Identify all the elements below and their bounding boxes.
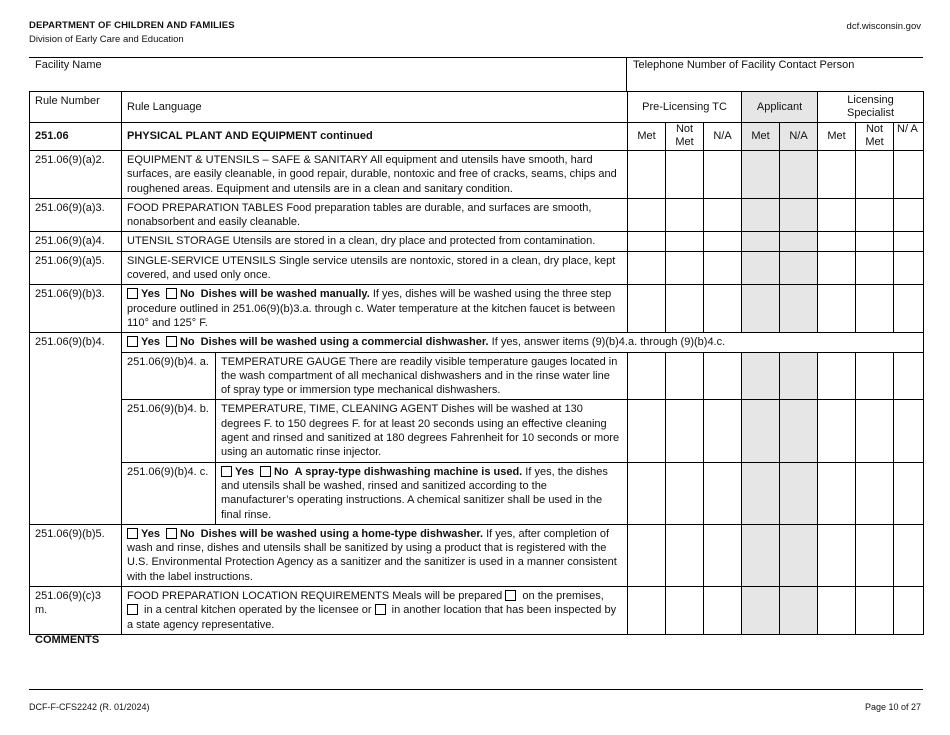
no-checkbox[interactable] <box>260 466 271 477</box>
checklist-table <box>29 91 924 635</box>
ls-na-cell[interactable] <box>894 151 924 199</box>
pre-not-met-cell[interactable] <box>666 198 704 232</box>
rule-text-bold: Dishes will be washed using a commercial dishwasher. <box>200 336 489 349</box>
rule-text: FOOD PREPARATION TABLES Food preparation tables are durable, and surfaces are smooth, nonabsorbent and easily cleanable. <box>122 198 628 232</box>
ls-not-met-cell[interactable] <box>856 462 894 524</box>
ls-not-met-cell[interactable] <box>856 151 894 199</box>
ls-met-cell[interactable] <box>818 251 856 285</box>
premises-checkbox[interactable] <box>505 590 516 601</box>
rule-language-header: Rule Language <box>122 92 628 123</box>
ls-not-met-cell[interactable] <box>856 285 894 333</box>
app-met-cell[interactable] <box>742 285 780 333</box>
app-na-cell[interactable] <box>780 400 818 462</box>
ls-met-cell[interactable] <box>818 400 856 462</box>
ls-na-cell[interactable] <box>894 400 924 462</box>
pre-not-met-cell[interactable] <box>666 285 704 333</box>
pre-not-met-cell[interactable] <box>666 232 704 251</box>
rule-number: 251.06(9)(b)4. <box>30 333 122 525</box>
ls-not-met-cell[interactable] <box>856 251 894 285</box>
pre-met-cell[interactable] <box>628 198 666 232</box>
yes-label: Yes <box>235 465 254 478</box>
na-header: N/A <box>704 123 742 151</box>
ls-met-cell[interactable] <box>818 462 856 524</box>
pre-licensing-header: Pre-Licensing TC <box>628 92 742 123</box>
division-name: Division of Early Care and Education <box>29 34 184 45</box>
pre-not-met-cell[interactable] <box>666 400 704 462</box>
ls-not-met-cell[interactable] <box>856 524 894 586</box>
ls-na-cell[interactable] <box>894 232 924 251</box>
pre-na-cell[interactable] <box>704 587 742 635</box>
rule-text-body: If yes, the dishes and utensils shall be washed, rinsed and sanitized according to the manufacturer’s operating instructions. A chemical sanitizer shall be used in the final rinse. <box>221 465 608 521</box>
pre-met-cell[interactable] <box>628 251 666 285</box>
rule-number: 251.06(9)(a)2. <box>30 151 122 199</box>
rule-text-body: FOOD PREPARATION LOCATION REQUIREMENTS Meals will be prepared <box>127 590 503 603</box>
rule-text-bold: Dishes will be washed manually. <box>200 288 370 301</box>
yes-checkbox[interactable] <box>221 466 232 477</box>
app-met-cell[interactable] <box>742 198 780 232</box>
pre-not-met-cell[interactable] <box>666 587 704 635</box>
yes-label: Yes <box>141 288 160 301</box>
rule-text: EQUIPMENT & UTENSILS – SAFE & SANITARY All equipment and utensils have smooth, hard surfaces, are easily cleanable, in good repair, durable, nontoxic and free of cracks, seams, chips and roughened areas. Equipment and utensils are in a clean and sanitary condition. <box>122 151 628 199</box>
na-header: N/A <box>780 123 818 151</box>
app-met-cell[interactable] <box>742 232 780 251</box>
ls-na-cell[interactable] <box>894 198 924 232</box>
table-row <box>30 151 924 199</box>
footer-divider <box>29 689 923 690</box>
form-id: DCF-F-CFS2242 (R. 01/2024) <box>29 702 150 712</box>
no-label: No <box>179 527 195 540</box>
page-header <box>29 20 235 45</box>
rule-text: SINGLE-SERVICE UTENSILS Single service utensils are nontoxic, stored in a clean, dry place, kept covered, and used only once. <box>122 251 628 285</box>
table-row <box>30 232 924 251</box>
ls-met-cell[interactable] <box>818 151 856 199</box>
app-na-cell[interactable] <box>780 251 818 285</box>
sub-rule-number: 251.06(9)(b)4. a. <box>122 352 216 400</box>
section-number: 251.06 <box>30 123 122 151</box>
table-row <box>30 198 924 232</box>
app-met-cell[interactable] <box>742 524 780 586</box>
rule-text-body: If yes, answer items (9)(b)4.a. through (9)(b)4.c. <box>488 336 726 349</box>
met-header: Met <box>628 123 666 151</box>
table-subheader-row <box>30 123 924 151</box>
app-na-cell[interactable] <box>780 151 818 199</box>
website-link[interactable]: dcf.wisconsin.gov <box>846 21 921 32</box>
app-na-cell[interactable] <box>780 352 818 400</box>
app-met-cell[interactable] <box>742 587 780 635</box>
rule-text <box>122 524 628 586</box>
pre-na-cell[interactable] <box>704 251 742 285</box>
ls-met-cell[interactable] <box>818 524 856 586</box>
pre-na-cell[interactable] <box>704 462 742 524</box>
pre-not-met-cell[interactable] <box>666 462 704 524</box>
other-location-checkbox[interactable] <box>375 604 386 615</box>
rule-number-header: Rule Number <box>30 92 122 123</box>
rule-number: 251.06(9)(a)5. <box>30 251 122 285</box>
ls-not-met-cell[interactable] <box>856 198 894 232</box>
pre-met-cell[interactable] <box>628 285 666 333</box>
no-checkbox[interactable] <box>166 288 177 299</box>
app-na-cell[interactable] <box>780 198 818 232</box>
ls-not-met-cell[interactable] <box>856 587 894 635</box>
ls-na-cell[interactable] <box>894 524 924 586</box>
table-row <box>30 352 924 400</box>
rule-text <box>122 587 628 635</box>
table-header-row <box>30 92 924 123</box>
app-met-cell[interactable] <box>742 151 780 199</box>
table-row <box>30 587 924 635</box>
ls-na-cell[interactable] <box>894 251 924 285</box>
met-header: Met <box>742 123 780 151</box>
pre-not-met-cell[interactable] <box>666 251 704 285</box>
app-na-cell[interactable] <box>780 587 818 635</box>
rule-text: TEMPERATURE GAUGE There are readily visible temperature gauges located in the wash compartment of all mechanical dishwashers and in the rinse water line of spray type or immersion type mechanical dishwashers. <box>216 352 628 400</box>
page-number: Page 10 of 27 <box>864 702 921 712</box>
pre-met-cell[interactable] <box>628 587 666 635</box>
no-checkbox[interactable] <box>166 528 177 539</box>
pre-not-met-cell[interactable] <box>666 524 704 586</box>
rule-number: 251.06(9)(a)3. <box>30 198 122 232</box>
pre-na-cell[interactable] <box>704 198 742 232</box>
ls-not-met-cell[interactable] <box>856 232 894 251</box>
table-row <box>30 524 924 586</box>
no-label: No <box>273 465 289 478</box>
pre-na-cell[interactable] <box>704 285 742 333</box>
divider <box>626 57 627 91</box>
ls-met-cell[interactable] <box>818 285 856 333</box>
rule-text-body: If yes, after completion of wash and rinse, dishes and utensils shall be sanitized by using a product that is registered with the U.S. Environmental Protection Agency as a sanitizer and the sanitizer is used in a manner consistent with the label instructions. <box>127 527 617 583</box>
pre-met-cell[interactable] <box>628 151 666 199</box>
table-row <box>30 251 924 285</box>
app-na-cell[interactable] <box>780 524 818 586</box>
telephone-label: Telephone Number of Facility Contact Person <box>633 59 855 71</box>
yes-checkbox[interactable] <box>127 528 138 539</box>
pre-met-cell[interactable] <box>628 524 666 586</box>
ls-na-cell[interactable] <box>894 462 924 524</box>
ls-met-cell[interactable] <box>818 587 856 635</box>
pre-not-met-cell[interactable] <box>666 352 704 400</box>
central-kitchen-label: in a central kitchen operated by the licensee or <box>141 604 372 617</box>
ls-met-cell[interactable] <box>818 198 856 232</box>
pre-met-cell[interactable] <box>628 400 666 462</box>
app-met-cell[interactable] <box>742 352 780 400</box>
ls-not-met-cell[interactable] <box>856 352 894 400</box>
app-na-cell[interactable] <box>780 285 818 333</box>
pre-not-met-cell[interactable] <box>666 151 704 199</box>
sub-rule-number: 251.06(9)(b)4. b. <box>122 400 216 462</box>
rule-text-bold: Dishes will be washed using a home-type dishwasher. <box>200 527 484 540</box>
table-row <box>30 400 924 462</box>
na-header: N/ A <box>894 123 924 151</box>
ls-met-cell[interactable] <box>818 352 856 400</box>
rule-number: 251.06(9)(b)3. <box>30 285 122 333</box>
no-label: No <box>179 288 195 301</box>
pre-met-cell[interactable] <box>628 352 666 400</box>
sub-rule-number: 251.06(9)(b)4. c. <box>122 462 216 524</box>
rule-number: 251.06(9)(b)5. <box>30 524 122 586</box>
pre-met-cell[interactable] <box>628 462 666 524</box>
pre-met-cell[interactable] <box>628 232 666 251</box>
applicant-header: Applicant <box>742 92 818 123</box>
premises-label: on the premises, <box>519 590 604 603</box>
not-met-header: Not Met <box>856 123 894 151</box>
facility-name-label: Facility Name <box>35 59 102 71</box>
pre-na-cell[interactable] <box>704 400 742 462</box>
department-name: DEPARTMENT OF CHILDREN AND FAMILIES <box>29 20 235 31</box>
yes-checkbox[interactable] <box>127 336 138 347</box>
rule-text: UTENSIL STORAGE Utensils are stored in a clean, dry place and protected from contamination. <box>122 232 628 251</box>
app-met-cell[interactable] <box>742 251 780 285</box>
pre-na-cell[interactable] <box>704 352 742 400</box>
rule-number: 251.06(9)(a)4. <box>30 232 122 251</box>
ls-not-met-cell[interactable] <box>856 400 894 462</box>
ls-na-cell[interactable] <box>894 587 924 635</box>
table-row <box>30 333 924 352</box>
section-title: PHYSICAL PLANT AND EQUIPMENT continued <box>122 123 628 151</box>
rule-text <box>122 285 628 333</box>
table-row <box>30 285 924 333</box>
table-row <box>30 462 924 524</box>
licensing-specialist-header: Licensing Specialist <box>818 92 924 123</box>
divider <box>29 57 923 58</box>
rule-text: TEMPERATURE, TIME, CLEANING AGENT Dishes will be washed at 130 degrees F. to 150 degrees F. for at least 20 seconds using an effective cleaning agent and rinsed and sanitized at 180 degrees Fahrenheit for 10 seconds or more using an automatic rinse injector. <box>216 400 628 462</box>
no-label: No <box>179 336 195 349</box>
ls-na-cell[interactable] <box>894 285 924 333</box>
app-na-cell[interactable] <box>780 462 818 524</box>
pre-na-cell[interactable] <box>704 232 742 251</box>
other-location-label: in another location that has been inspected by a state agency representative. <box>127 604 617 631</box>
rule-text-body: If yes, dishes will be washed using the three step procedure outlined in 251.06(9)(b)3.a. through c. Water temperature at the kitchen faucet is between 110° and 125° F. <box>127 288 616 329</box>
rule-text-bold: A spray-type dishwashing machine is used. <box>294 465 523 478</box>
rule-number: 251.06(9)(c)3 m. <box>30 587 122 635</box>
app-met-cell[interactable] <box>742 462 780 524</box>
rule-text <box>216 462 628 524</box>
app-na-cell[interactable] <box>780 232 818 251</box>
ls-na-cell[interactable] <box>894 352 924 400</box>
app-met-cell[interactable] <box>742 400 780 462</box>
met-header: Met <box>818 123 856 151</box>
not-met-header: Not Met <box>666 123 704 151</box>
rule-text <box>122 333 924 352</box>
pre-na-cell[interactable] <box>704 151 742 199</box>
no-checkbox[interactable] <box>166 336 177 347</box>
central-kitchen-checkbox[interactable] <box>127 604 138 615</box>
yes-label: Yes <box>141 336 160 349</box>
comments-label: COMMENTS <box>35 634 100 646</box>
pre-na-cell[interactable] <box>704 524 742 586</box>
yes-label: Yes <box>141 527 160 540</box>
yes-checkbox[interactable] <box>127 288 138 299</box>
ls-met-cell[interactable] <box>818 232 856 251</box>
